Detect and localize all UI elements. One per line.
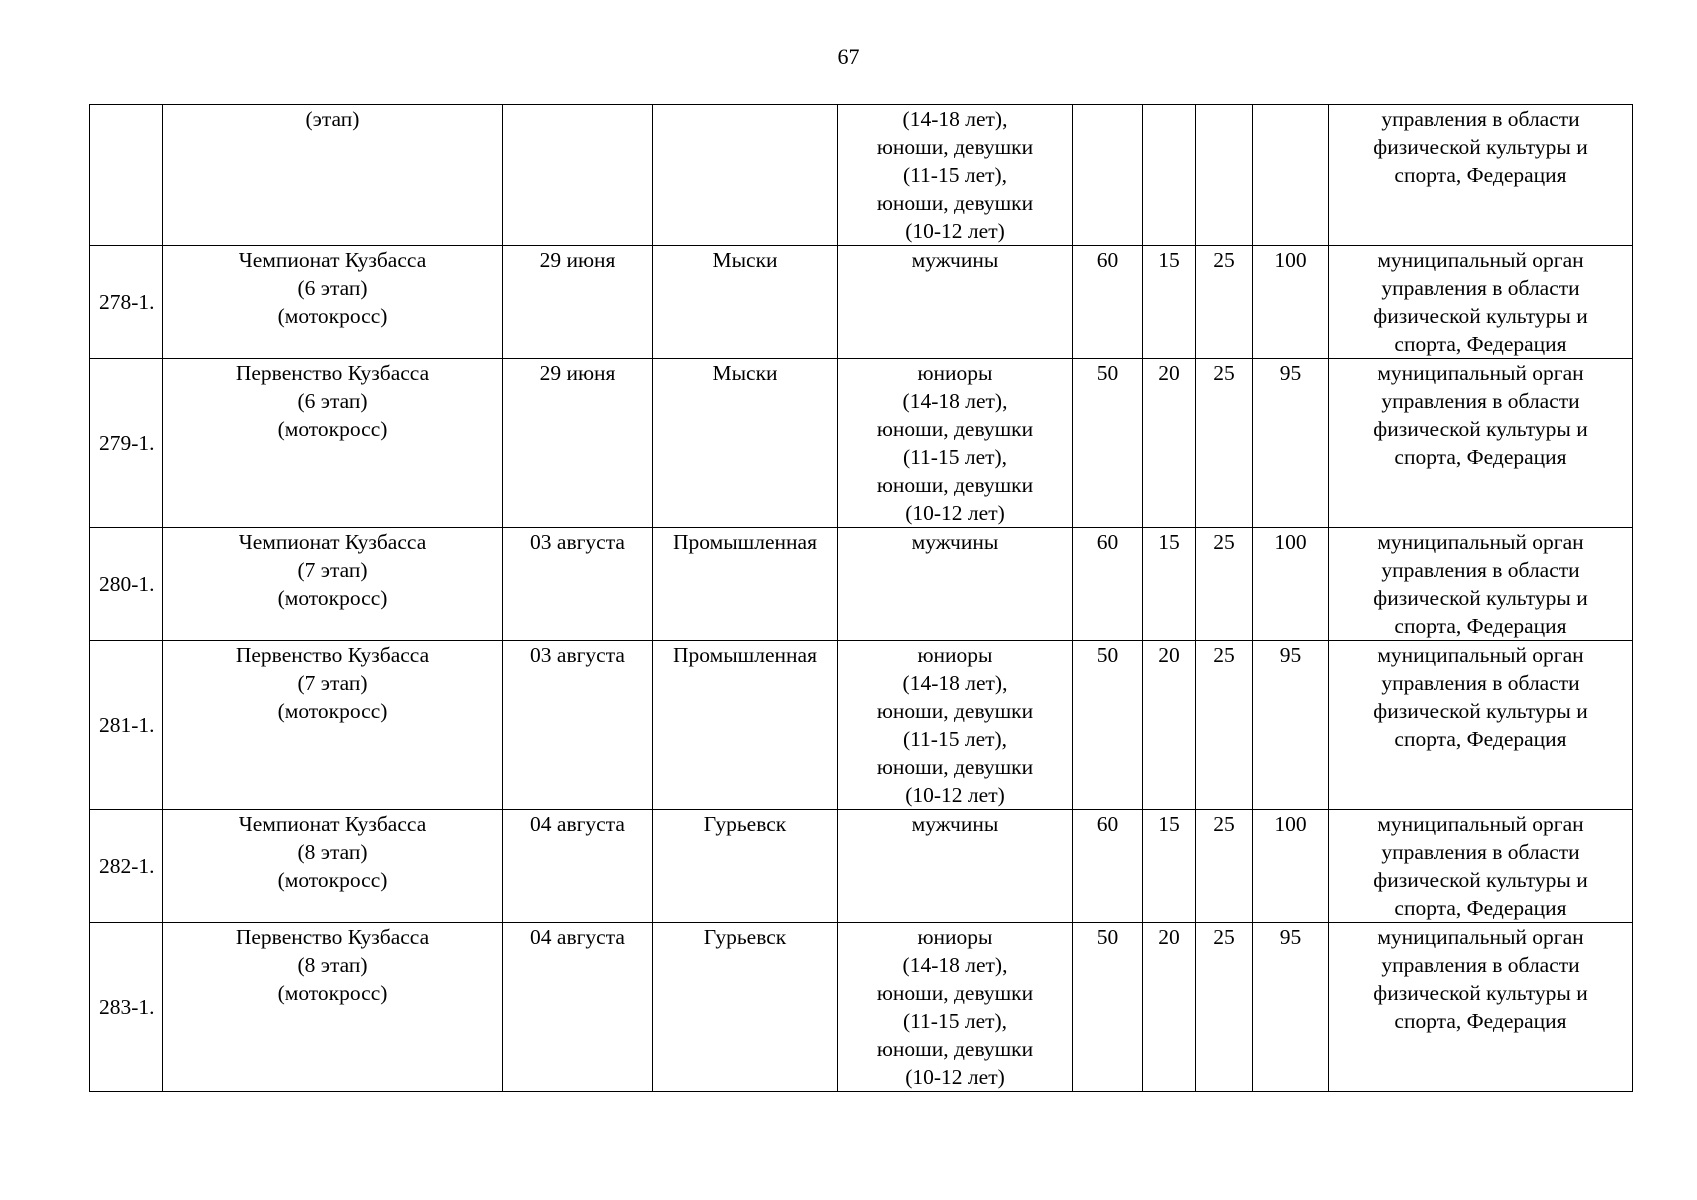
count-cell-3: 25 [1196,528,1253,641]
organizer: муниципальный орган управления в области физической культуры и спорта, Федерация [1373,361,1588,469]
event-name-cell [163,105,503,246]
count-cell-2: 20 [1143,923,1196,1092]
organizer-cell [1329,810,1633,923]
organizer: муниципальный орган управления в области физической культуры и спорта, Федерация [1373,248,1588,356]
participants: юниоры (14-18 лет), юноши, девушки (11-15 лет), юноши, девушки (10-12 лет) [876,361,1034,525]
count-cell-1: 60 [1073,246,1143,359]
total-cell: 95 [1253,641,1329,810]
total-cell: 95 [1253,359,1329,528]
table-row [90,359,1633,528]
event-date: 29 июня [503,246,653,359]
organizer-cell [1329,105,1633,246]
participants-cell [838,641,1073,810]
count-cell-2: 15 [1143,528,1196,641]
participants-cell [838,246,1073,359]
count-cell-2 [1143,105,1196,246]
event-name-cell [163,810,503,923]
row-number: 280-1. [90,528,163,641]
organizer-cell [1329,923,1633,1092]
table-row [90,246,1633,359]
count-cell-2: 20 [1143,641,1196,810]
num-cell [90,105,163,246]
events-table [89,104,1633,1092]
total-cell: 100 [1253,246,1329,359]
event-name: Чемпионат Кузбасса (8 этап) (мотокросс) [238,812,427,892]
count-cell-1: 60 [1073,528,1143,641]
count-cell-3: 25 [1196,923,1253,1092]
total-cell: 100 [1253,810,1329,923]
participants: мужчины [911,812,999,836]
event-name: Чемпионат Кузбасса (6 этап) (мотокросс) [238,248,427,328]
row-number: 279-1. [90,359,163,528]
event-name: Первенство Кузбасса (6 этап) (мотокросс) [235,361,430,441]
count-cell-3: 25 [1196,641,1253,810]
organizer-cell [1329,528,1633,641]
total-cell: 95 [1253,923,1329,1092]
organizer: муниципальный орган управления в области физической культуры и спорта, Федерация [1373,643,1588,751]
count-cell-1: 50 [1073,923,1143,1092]
count-cell-3: 25 [1196,359,1253,528]
participants: (14-18 лет), юноши, девушки (11-15 лет), юноши, девушки (10-12 лет) [876,107,1034,243]
organizer: управления в области физической культуры и спорта, Федерация [1373,107,1588,187]
event-place: Мыски [653,246,838,359]
event-name-cell [163,528,503,641]
organizer: муниципальный орган управления в области физической культуры и спорта, Федерация [1373,925,1588,1033]
event-place: Промышленная [653,528,838,641]
event-place: Гурьевск [653,810,838,923]
organizer-cell [1329,246,1633,359]
date-cell [503,105,653,246]
table-row [90,923,1633,1092]
total-cell [1253,105,1329,246]
total-cell: 100 [1253,528,1329,641]
organizer-cell [1329,641,1633,810]
event-place: Промышленная [653,641,838,810]
participants-cell [838,528,1073,641]
event-name-cell [163,923,503,1092]
count-cell-1: 60 [1073,810,1143,923]
event-name-cell [163,246,503,359]
count-cell-3: 25 [1196,810,1253,923]
count-cell-3 [1196,105,1253,246]
event-date: 03 августа [503,641,653,810]
participants-cell [838,923,1073,1092]
organizer-cell [1329,359,1633,528]
count-cell-1: 50 [1073,359,1143,528]
event-place: Мыски [653,359,838,528]
count-cell-2: 20 [1143,359,1196,528]
event-name-cell [163,359,503,528]
event-place: Гурьевск [653,923,838,1092]
count-cell-1 [1073,105,1143,246]
count-cell-2: 15 [1143,246,1196,359]
page-number: 67 [837,44,860,69]
table-row [90,641,1633,810]
participants: юниоры (14-18 лет), юноши, девушки (11-15 лет), юноши, девушки (10-12 лет) [876,925,1034,1089]
event-name: (этап) [305,107,360,131]
count-cell-3: 25 [1196,246,1253,359]
row-number: 282-1. [90,810,163,923]
organizer: муниципальный орган управления в области физической культуры и спорта, Федерация [1373,530,1588,638]
event-date: 03 августа [503,528,653,641]
row-number: 283-1. [90,923,163,1092]
event-name: Первенство Кузбасса (7 этап) (мотокросс) [235,643,430,723]
event-date: 04 августа [503,810,653,923]
event-date: 29 июня [503,359,653,528]
event-name-cell [163,641,503,810]
place-cell [653,105,838,246]
event-name: Первенство Кузбасса (8 этап) (мотокросс) [235,925,430,1005]
participants-cell [838,810,1073,923]
organizer: муниципальный орган управления в области физической культуры и спорта, Федерация [1373,812,1588,920]
event-name: Чемпионат Кузбасса (7 этап) (мотокросс) [238,530,427,610]
table-row [90,528,1633,641]
table-row [90,810,1633,923]
row-number: 281-1. [90,641,163,810]
participants: мужчины [911,248,999,272]
participants-cell [838,359,1073,528]
table-row-continuation [90,105,1633,246]
participants: мужчины [911,530,999,554]
count-cell-1: 50 [1073,641,1143,810]
event-date: 04 августа [503,923,653,1092]
participants-cell [838,105,1073,246]
count-cell-2: 15 [1143,810,1196,923]
row-number: 278-1. [90,246,163,359]
participants: юниоры (14-18 лет), юноши, девушки (11-15 лет), юноши, девушки (10-12 лет) [876,643,1034,807]
